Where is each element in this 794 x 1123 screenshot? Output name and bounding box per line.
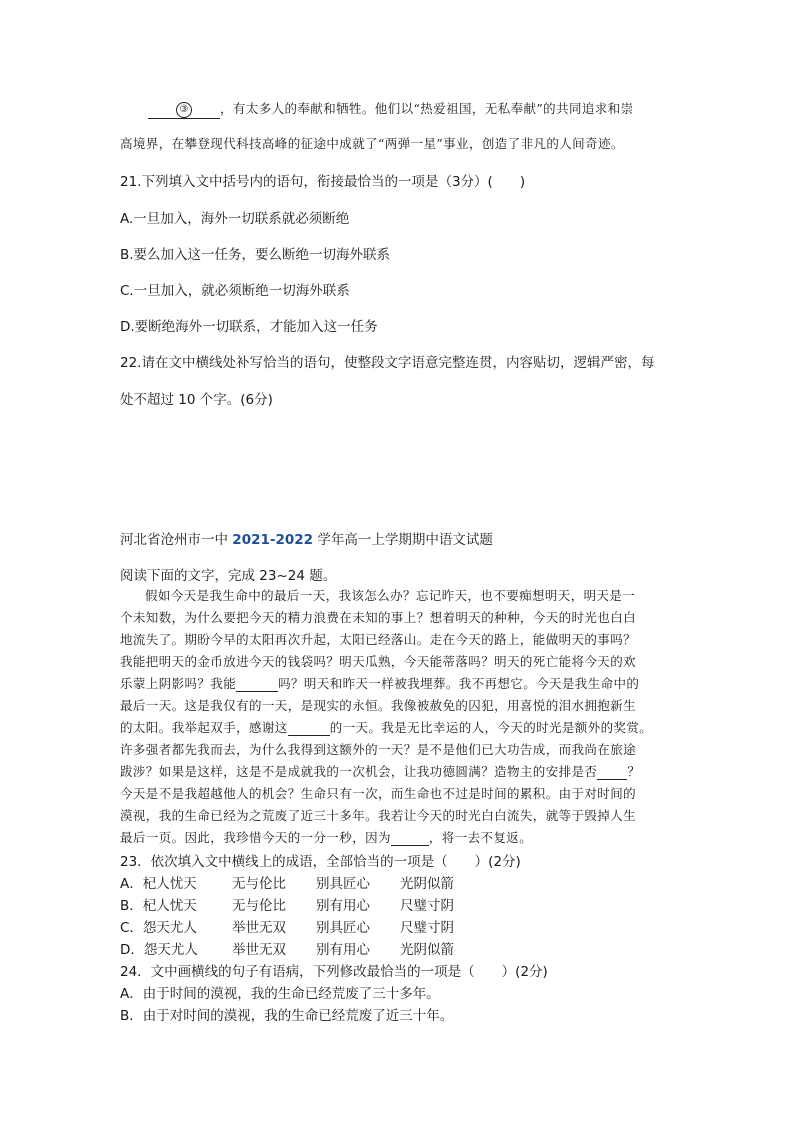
q23-a-c3: 光阴似箭 bbox=[400, 876, 454, 892]
q23-c-c2: 别具匠心 bbox=[316, 920, 370, 936]
passage-line-4: 我能把明天的金币放进今天的钱袋吗？明天瓜熟，今天能蒂落吗？明天的死亡能将今天的欢 bbox=[120, 654, 637, 669]
passage-line-3: 地流失了。期盼今早的太阳再次升起，太阳已经落山。走在今天的路上，能做明天的事吗？ bbox=[120, 632, 637, 647]
q21-option-b: B.要么加入这一任务，要么断绝一切海外联系 bbox=[120, 247, 391, 263]
q23-option-d bbox=[120, 938, 454, 958]
q23-d-c2: 别有用心 bbox=[316, 942, 370, 958]
passage-line-10: 今天是不是我超越他人的机会？生命只有一次，而生命也不过是时间的累积。由于对时间的 bbox=[120, 786, 637, 801]
passage-line-9a: 跋涉？如果是这样，这是不是成就我的一次机会，让我功德圆满？造物主的安排是否 bbox=[120, 764, 598, 779]
passage-top-text-1: ，有太多人的奉献和牺牲。他们以“热爱祖国，无私奉献”的共同追求和崇 bbox=[220, 101, 634, 116]
q23-a-c1: 无与伦比 bbox=[232, 876, 286, 892]
passage-top-line-2: 高境界，在攀登现代科技高峰的征途中成就了“两弹一星”事业，创造了非凡的人间奇迹。 bbox=[120, 136, 624, 151]
passage-line-7 bbox=[120, 718, 652, 736]
q23-b-c3: 尺璧寸阴 bbox=[400, 898, 454, 914]
q21-option-d: D.要断绝海外一切联系，才能加入这一任务 bbox=[120, 319, 378, 335]
q21-stem: 21.下列填入文中括号内的语句，衔接最恰当的一项是（3分）( ) bbox=[120, 174, 526, 190]
q23-option-b bbox=[120, 894, 454, 914]
passage-line-7b: 的一天。我是无比幸运的人，今天的时光是额外的奖赏。 bbox=[329, 720, 653, 735]
passage-line-2: 个未知数，为什么要把今天的精力浪费在未知的事上？想着明天的种种，今天的时光也白白 bbox=[120, 610, 637, 625]
q21-option-c: C.一旦加入，就必须断绝一切海外联系 bbox=[120, 283, 350, 299]
passage-line-5b: 吗？明天和昨天一样被我埋葬。我不再想它。今天是我生命中的 bbox=[278, 676, 640, 691]
passage-line-12 bbox=[120, 828, 532, 846]
source-year: 2021-2022 bbox=[232, 532, 314, 548]
q24-option-b: B．由于对时间的漠视，我的生命已经荒废了近三十年。 bbox=[120, 1008, 454, 1024]
q23-stem: 23．依次填入文中横线上的成语，全部恰当的一项是（ ）(2分) bbox=[120, 854, 521, 870]
q22-stem-line-2: 处不超过 10 个字。(6分) bbox=[120, 392, 273, 408]
q23-d-c1: 举世无双 bbox=[232, 942, 286, 958]
passage-line-12a: 最后一页。因此，我珍惜今天的一分一秒，因为 bbox=[120, 830, 391, 845]
q23-c-c3: 尺璧寸阴 bbox=[400, 920, 454, 936]
passage-line-8: 许多强者都先我而去，为什么我得到这额外的一天？是不是他们已大功告成，而我尚在旅途 bbox=[120, 742, 637, 757]
answer-blank-3 bbox=[148, 101, 220, 119]
q22-stem-line-1: 22.请在文中横线处补写恰当的语句，使整段文字语意完整连贯，内容贴切，逻辑严密，每 bbox=[120, 355, 655, 371]
passage-blank-1 bbox=[236, 676, 278, 692]
q23-c-c1: 举世无双 bbox=[232, 920, 286, 936]
passage-blank-2 bbox=[288, 720, 330, 736]
passage-top-line-1 bbox=[148, 99, 633, 119]
q23-b-c2: 别有用心 bbox=[316, 898, 370, 914]
circled-number-3: ③ bbox=[176, 102, 192, 118]
q23-b-c1: 无与伦比 bbox=[232, 898, 286, 914]
q23-c-label: C．怨天尤人 bbox=[120, 920, 197, 936]
source-suffix: 学年高一上学期期中语文试题 bbox=[313, 532, 493, 548]
q23-a-c2: 别具匠心 bbox=[316, 876, 370, 892]
passage-line-5a: 乐蒙上阴影吗？我能 bbox=[120, 676, 237, 691]
passage-blank-3 bbox=[597, 764, 627, 780]
q23-a-label: A．杞人忧天 bbox=[120, 876, 197, 892]
section-source bbox=[120, 528, 493, 548]
passage-line-9 bbox=[120, 762, 640, 780]
passage-line-12b: ，将一去不复返。 bbox=[428, 830, 533, 845]
passage-line-5 bbox=[120, 674, 639, 692]
passage-line-1: 假如今天是我生命中的最后一天，我该怎么办？忘记昨天，也不要痴想明天，明天是一 bbox=[145, 588, 636, 603]
source-prefix: 河北省沧州市一中 bbox=[120, 532, 233, 548]
reading-instruction: 阅读下面的文字，完成 23~24 题。 bbox=[120, 568, 337, 584]
q24-stem: 24．文中画横线的句子有语病，下列修改最恰当的一项是（ ）(2分) bbox=[120, 964, 548, 980]
passage-line-11: 漠视，我的生命已经为之荒废了近三十多年。我若让今天的时光白白流失，就等于毁掉人生 bbox=[120, 808, 637, 823]
passage-line-6: 最后一天。这是我仅有的一天，是现实的永恒。我像被赦免的囚犯，用喜悦的泪水拥抱新生 bbox=[120, 698, 637, 713]
q23-d-label: D．怨天尤人 bbox=[120, 942, 198, 958]
passage-line-9b: ？ bbox=[627, 764, 641, 779]
q23-option-a bbox=[120, 872, 454, 892]
passage-blank-4 bbox=[391, 830, 429, 846]
q23-d-c3: 光阴似箭 bbox=[400, 942, 454, 958]
q23-b-label: B．杞人忧天 bbox=[120, 898, 197, 914]
q23-option-c bbox=[120, 916, 454, 936]
q21-option-a: A.一旦加入，海外一切联系就必须断绝 bbox=[120, 211, 350, 227]
q24-option-a: A．由于时间的漠视，我的生命已经荒废了三十多年。 bbox=[120, 986, 440, 1002]
passage-line-7a: 的太阳。我举起双手，感谢这 bbox=[120, 720, 288, 735]
